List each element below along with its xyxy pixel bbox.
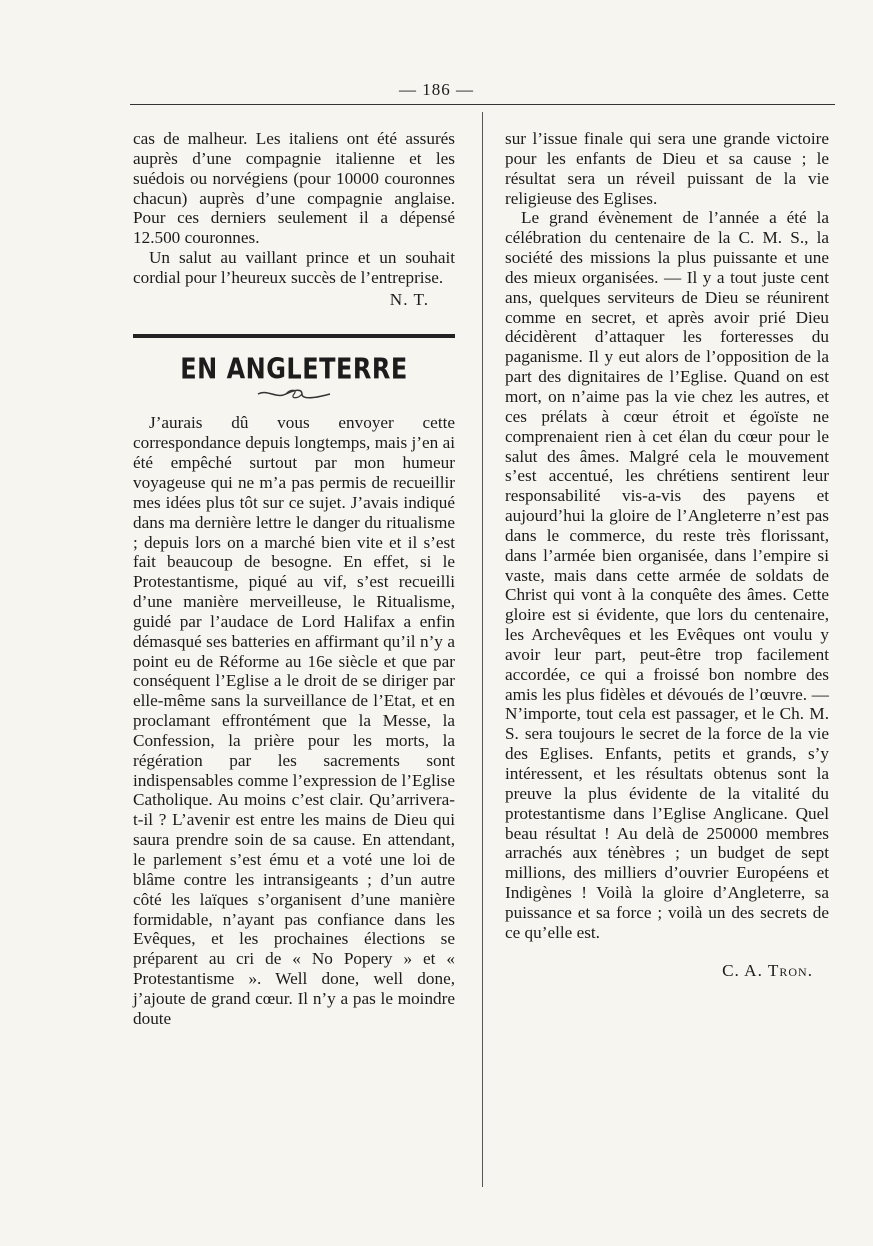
page-number: — 186 — xyxy=(399,80,474,99)
section-rule xyxy=(133,334,455,338)
paragraph: J’aurais dû vous envoyer cette correspondance depuis longtemps, mais j’en ai été empêché surtout par mon humeur voyageuse qui ne m’a pas permis de recueillir mes idées plus tôt sur ce sujet. J’avais indiqué dans ma dernière lettre le danger du ritualisme ; depuis lors on a marché bien vite et il s’est fait beaucoup de besogne. En effet, si le Protestantisme, piqué au vif, s’est recueilli d’une manière merveilleuse, le Ritualisme, guidé par l’audace de Lord Halifax a enfin démasqué ses batteries en affirmant qu’il n’y a point eu de Réforme au 16e siècle et que par conséquent l’Eglise a le droit de se diriger par elle-même sans la surveillance de l’Etat, et en proclamant effrontément que la Messe, la Confession, la prière pour les morts, la régération par les sacrements sont indispensables comme l’expression de l’Eglise Catholique. Au moins c’est clair. Qu’arrivera-t-il ? L’avenir est entre les mains de Dieu qui saura prendre soin de sa cause. En attendant, le parlement s’est ému et a voté une loi de blâme contre les intransigeants ; d’un autre côté les laïques s’organisent d’une manière formidable, n’ayant pas confiance dans les Evêques, et les prochaines élections se préparent au cri de « No Popery » et « Protestantisme ». Well done, well done, j’ajoute de grand cœur. Il n’y a pas le moindre doute xyxy=(133,413,455,1028)
ornament-icon xyxy=(256,387,332,401)
right-column xyxy=(505,129,829,980)
paragraph: sur l’issue finale qui sera une grande victoire pour les enfants de Dieu et sa cause ; le résultat sera un réveil puissant de la vie religieuse des Eglises. xyxy=(505,129,829,208)
paragraph: Le grand évènement de l’année a été la célébration du centenaire de la C. M. S., la société des missions la plus puissante et une des mieux organisées. — Il y a tout juste cent ans, quelques serviteurs de Dieu se réunirent comme en secret, et après avoir prié Dieu décidèrent d’attaquer les forteresses du paganisme. Il y eut alors de l’opposition de la part des dignitaires de l’Eglise. Quand on est mort, on n’aime pas la vie chez les autres, et ces prélats à cœur étroit et égoïste ne comprenaient rien à cet élan du cœur pour le salut des âmes. Malgré cela le mouvement s’est accentué, les chrétiens sentirent leur responsabilité vis-a-vis des payens et aujourd’hui la gloire de l’Angleterre n’est pas dans le commerce, du reste très florissant, dans l’armée bien organisée, dans l’empire si vaste, mais dans cette armée de soldats de Christ qui vont à la conquête des âmes. Cette gloire est si évidente, que lors du centenaire, les Archevêques et les Evêques ont voulu y avoir leur part, peut-être trop facilement accordée, ce qui a froissé bon nombre des amis les plus fidèles et dévoués de l’œuvre. — N’importe, tout cela est passager, et le Ch. M. S. sera toujours le secret de la force de la vie des Eglises. Enfants, petits et grands, s’y intéressent, et les résultats obtenus sont la preuve la plus évidente de la vitalité du protestantisme dans l’Eglise Anglicane. Quel beau résultat ! Au delà de 250000 membres arrachés aux ténèbres ; un budget de sept millions, des milliers d’ouvrier Européens et Indigènes ! Voilà la gloire d’Angleterre, sa puissance et sa force ; voilà un des secrets de ce qu’elle est. xyxy=(505,208,829,942)
paragraph: Un salut au vaillant prince et un souhait cordial pour l’heureux succès de l’entreprise. xyxy=(133,248,455,287)
signature: C. A. Tron. xyxy=(722,960,813,980)
section-title: EN ANGLETERRE xyxy=(180,351,408,386)
signature: N. T. xyxy=(389,289,429,309)
column-divider xyxy=(482,112,483,1187)
left-column xyxy=(133,129,455,1029)
paragraph: cas de malheur. Les italiens ont été assurés auprès d’une compagnie italienne et les suédois ou norvégiens (pour 10000 couronnes chacun) auprès d’une compagnie anglaise. Pour ces derniers seulement il a dépensé 12.500 couronnes. xyxy=(133,129,455,248)
header-rule xyxy=(130,104,835,105)
